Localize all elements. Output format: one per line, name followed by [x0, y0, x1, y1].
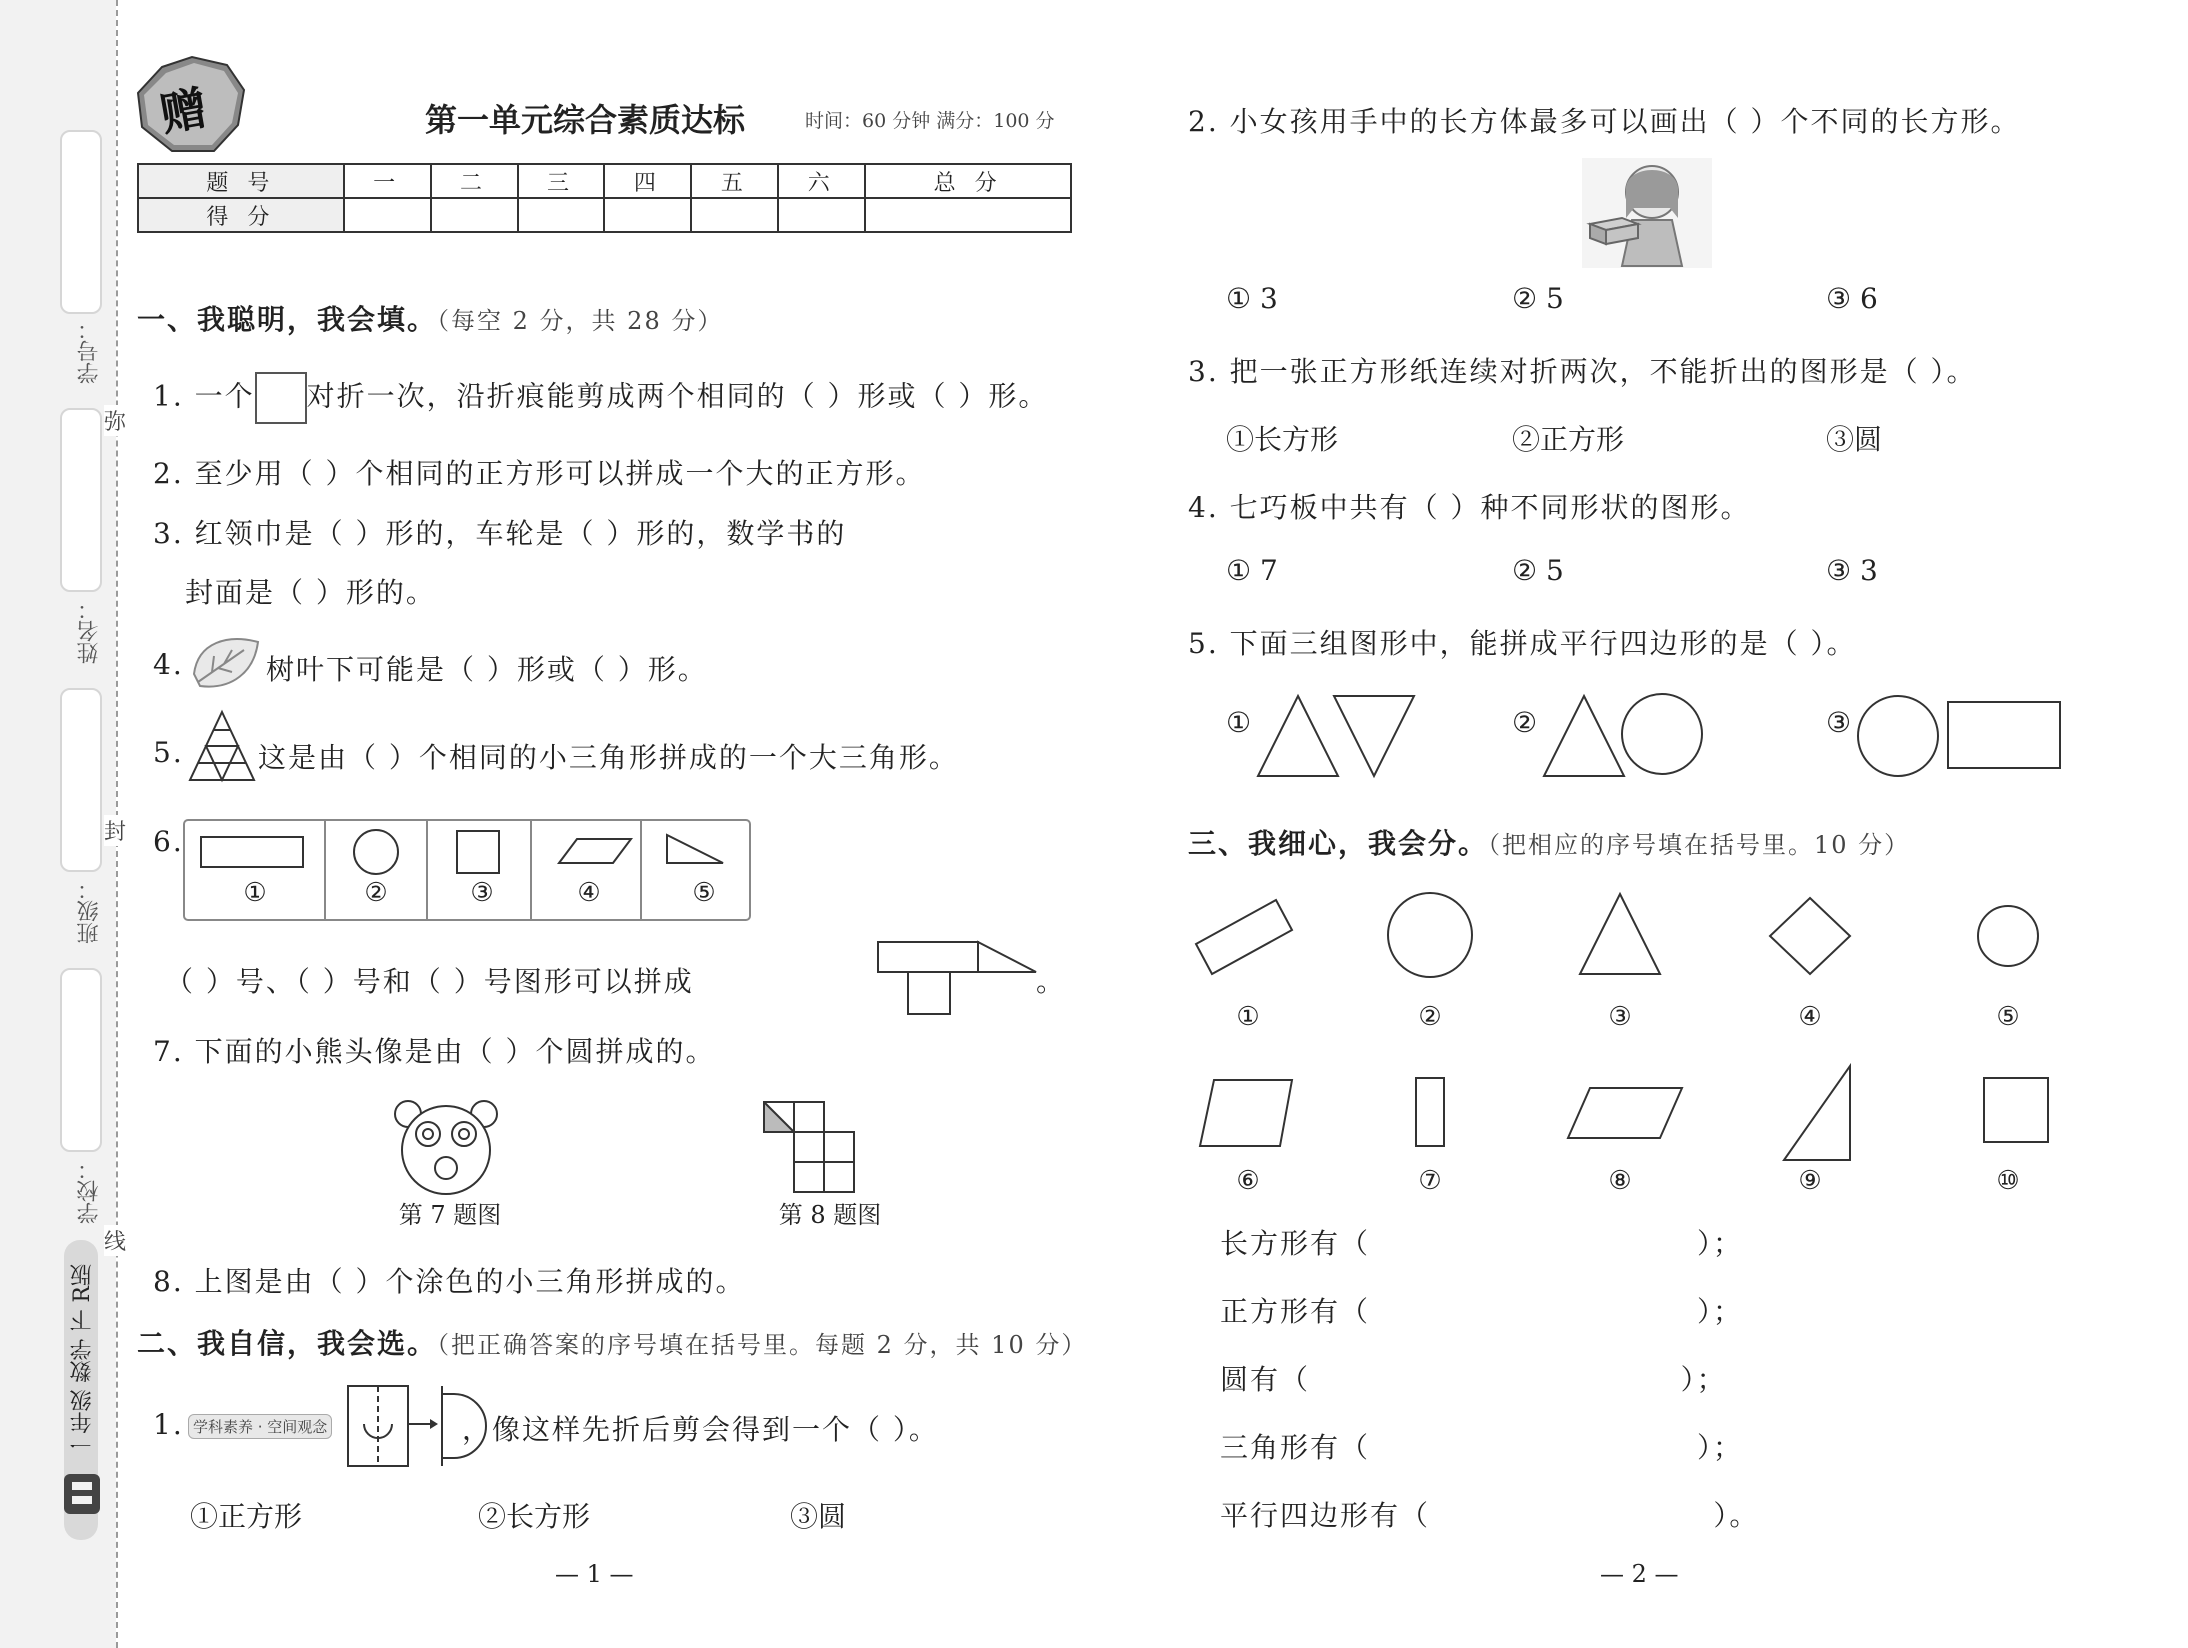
shape-4-diamond-square	[1770, 898, 1850, 974]
s2-q5-label[interactable]: ②	[1512, 706, 1538, 739]
shape-label: ⑩	[1996, 1166, 2020, 1196]
name-field[interactable]	[60, 408, 102, 592]
s2-q1-option[interactable]: ②长方形	[478, 1500, 591, 1533]
s2-q3-option[interactable]: ①长方形	[1226, 423, 1339, 456]
student-number-label: 学号：	[77, 318, 102, 384]
leaf-icon	[188, 632, 268, 692]
triangle-puzzle-figure	[188, 710, 258, 782]
s2-q2-option[interactable]: ③ 6	[1826, 282, 1878, 315]
score-header-cell: 四	[604, 164, 691, 198]
section3-title: 三、我细心，我会分。	[1188, 827, 1489, 860]
s2-q1-option[interactable]: ③圆	[790, 1500, 847, 1533]
score-cell[interactable]	[604, 198, 691, 232]
classification-shapes	[1190, 888, 2070, 1188]
s2-q1-number: 1.	[153, 1408, 184, 1441]
cut-char-2: 封	[104, 815, 126, 846]
score-header-cell: 总 分	[865, 164, 1071, 198]
s1-q4-number: 4.	[153, 648, 184, 681]
section3-note: （把相应的序号填在括号里。10 分）	[1488, 831, 1911, 859]
s2-q4-option[interactable]: ② 5	[1512, 554, 1564, 587]
s1-q5-number: 5.	[153, 736, 184, 769]
score-header-cell: 六	[778, 164, 865, 198]
s2-q1-text: ，像这样先折后剪会得到一个（ ）。	[462, 1413, 939, 1446]
s1-q4-text: 树叶下可能是（ ）形或（ ）形。	[266, 653, 708, 686]
shape-label: ②	[1418, 1002, 1442, 1032]
s1-q8: 8. 上图是由（ ）个涂色的小三角形拼成的。	[153, 1265, 746, 1298]
q5-option2-triangle-circle	[1542, 690, 1712, 780]
time-info: 时间：60 分钟 满分：100 分	[805, 110, 1055, 132]
s2-q5: 5. 下面三组图形中，能拼成平行四边形的是（ ）。	[1188, 627, 1857, 660]
answer-triangles[interactable]: 三角形有（ ）；	[1220, 1431, 1744, 1464]
competency-tag	[188, 1414, 332, 1439]
shape-label: ⑤	[1996, 1002, 2020, 1032]
score-cell[interactable]	[778, 198, 865, 232]
shape-8-parallelogram	[1568, 1088, 1682, 1138]
s1-q1-end: 对折一次，沿折痕能剪成两个相同的（ ）形或（ ）形。	[306, 379, 1049, 413]
s2-q3: 3. 把一张正方形纸连续对折两次，不能折出的图形是（ ）。	[1188, 355, 1977, 388]
q5-option1-triangles	[1256, 692, 1426, 782]
class-label: 班级：	[77, 878, 102, 944]
score-table-header-row	[138, 164, 1071, 198]
s2-q3-option[interactable]: ③圆	[1826, 423, 1883, 456]
competency-tag-text: 学科素养 · 空间观念	[188, 1414, 332, 1439]
edition-text: 一年级 数学 下 R版	[70, 1264, 95, 1456]
s2-q2-option[interactable]: ① 3	[1226, 282, 1278, 315]
shape-7-rectangle	[1416, 1078, 1444, 1146]
score-table	[137, 163, 1072, 233]
section3-heading	[1188, 822, 1910, 862]
girl-holding-cuboid-illustration	[1582, 158, 1712, 268]
section2-heading	[137, 1322, 1087, 1362]
q6-label: ④	[577, 878, 601, 908]
s1-q2: 2. 至少用（ ）个相同的正方形可以拼成一个大的正方形。	[153, 457, 926, 490]
s2-q5-label[interactable]: ③	[1826, 706, 1852, 739]
shape-10-square	[1984, 1078, 2048, 1142]
score-cell[interactable]	[691, 198, 778, 232]
answer-circles[interactable]: 圆有（ ）；	[1220, 1363, 1727, 1396]
cut-char-1: 弥	[104, 405, 126, 436]
section1-note: （每空 2 分，共 28 分）	[437, 307, 724, 335]
brand-logo	[60, 1470, 110, 1520]
s1-q1	[153, 372, 1048, 424]
shape-label: ⑦	[1418, 1166, 1442, 1196]
score-header-cell: 题 号	[138, 164, 344, 198]
shape-label: ④	[1798, 1002, 1822, 1032]
s1-q6-end: 。	[1036, 965, 1067, 998]
score-cell[interactable]	[344, 198, 431, 232]
answer-parallelograms[interactable]: 平行四边形有（ ）。	[1220, 1499, 1760, 1532]
shape-label: ③	[1608, 1002, 1632, 1032]
fold-cut-figure	[346, 1384, 476, 1468]
class-field[interactable]	[60, 688, 102, 872]
s1-q1-start: 1. 一个	[153, 379, 255, 413]
section2-title: 二、我自信，我会选。	[137, 1327, 438, 1360]
s2-q4: 4. 七巧板中共有（ ）种不同形状的图形。	[1188, 491, 1751, 524]
shape-label: ⑨	[1798, 1166, 1822, 1196]
s1-q3-line1: 3. 红领巾是（ ）形的，车轮是（ ）形的，数学书的	[153, 517, 847, 550]
score-header-cell: 一	[344, 164, 431, 198]
answer-squares[interactable]: 正方形有（ ）；	[1220, 1295, 1744, 1328]
s1-q7: 7. 下面的小熊头像是由（ ）个圆拼成的。	[153, 1035, 716, 1068]
shape-9-right-triangle	[1784, 1066, 1850, 1160]
s2-q5-label[interactable]: ①	[1226, 706, 1252, 739]
student-number-field[interactable]	[60, 130, 102, 314]
shape-5-circle	[1978, 906, 2038, 966]
q6-label: ③	[470, 878, 494, 908]
staircase-squares-figure	[762, 1100, 854, 1196]
shape-3-triangle	[1580, 894, 1660, 974]
s1-q5-text: 这是由（ ）个相同的小三角形拼成的一个大三角形。	[258, 741, 959, 774]
q6-composite-figure	[876, 940, 1046, 1024]
binding-strip	[0, 0, 116, 1648]
score-cell[interactable]	[518, 198, 605, 232]
fig7-caption: 第 7 题图	[398, 1201, 502, 1229]
shape-label: ⑥	[1236, 1166, 1260, 1196]
s2-q1-option[interactable]: ①正方形	[190, 1500, 303, 1533]
section1-title: 一、我聪明，我会填。	[137, 303, 438, 336]
q5-option3-circle-rectangle	[1856, 692, 2066, 782]
shape-label: ①	[1236, 1002, 1260, 1032]
cut-char-3: 线	[104, 1225, 126, 1256]
shape-2-circle	[1388, 893, 1472, 977]
gift-badge-text: 赠	[156, 80, 211, 142]
school-field[interactable]	[60, 968, 102, 1152]
s2-q4-option[interactable]: ① 7	[1226, 554, 1278, 587]
s2-q2-option[interactable]: ② 5	[1512, 282, 1564, 315]
fig8-caption: 第 8 题图	[778, 1201, 882, 1229]
square-shape	[255, 372, 307, 424]
score-header-cell: 三	[518, 164, 605, 198]
answer-rectangles[interactable]: 长方形有（ ）；	[1220, 1227, 1744, 1260]
s1-q6-number: 6.	[153, 825, 184, 858]
school-label: 学校：	[77, 1158, 102, 1224]
score-cell[interactable]	[431, 198, 518, 232]
name-label: 姓名：	[77, 598, 102, 664]
shape-1-tilted-rectangle	[1196, 900, 1292, 974]
s1-q3-line2: 封面是（ ）形的。	[185, 576, 436, 609]
s2-q2: 2. 小女孩用手中的长方体最多可以画出（ ）个不同的长方形。	[1188, 105, 2021, 138]
score-table-row	[138, 198, 1071, 232]
q6-label: ⑤	[692, 878, 716, 908]
s2-q3-option[interactable]: ②正方形	[1512, 423, 1625, 456]
section1-heading	[137, 298, 723, 338]
bear-head-figure	[392, 1098, 502, 1198]
q6-label: ②	[364, 878, 388, 908]
shape-6-parallelogram	[1200, 1080, 1292, 1146]
score-cell[interactable]	[865, 198, 1071, 232]
q6-label: ①	[243, 878, 267, 908]
page-number-right: — 2 —	[1600, 1560, 1679, 1588]
score-header-cell: 二	[431, 164, 518, 198]
score-row-label: 得 分	[138, 198, 344, 232]
s1-q6-text: （ ）号、（ ）号和（ ）号图形可以拼成	[165, 965, 694, 998]
section2-note: （把正确答案的序号填在括号里。每题 2 分，共 10 分）	[437, 1331, 1088, 1359]
page-number-left: — 1 —	[555, 1560, 634, 1588]
page-title: 第一单元综合素质达标	[425, 101, 746, 139]
shape-label: ⑧	[1608, 1166, 1632, 1196]
s2-q4-option[interactable]: ③ 3	[1826, 554, 1878, 587]
score-header-cell: 五	[691, 164, 778, 198]
